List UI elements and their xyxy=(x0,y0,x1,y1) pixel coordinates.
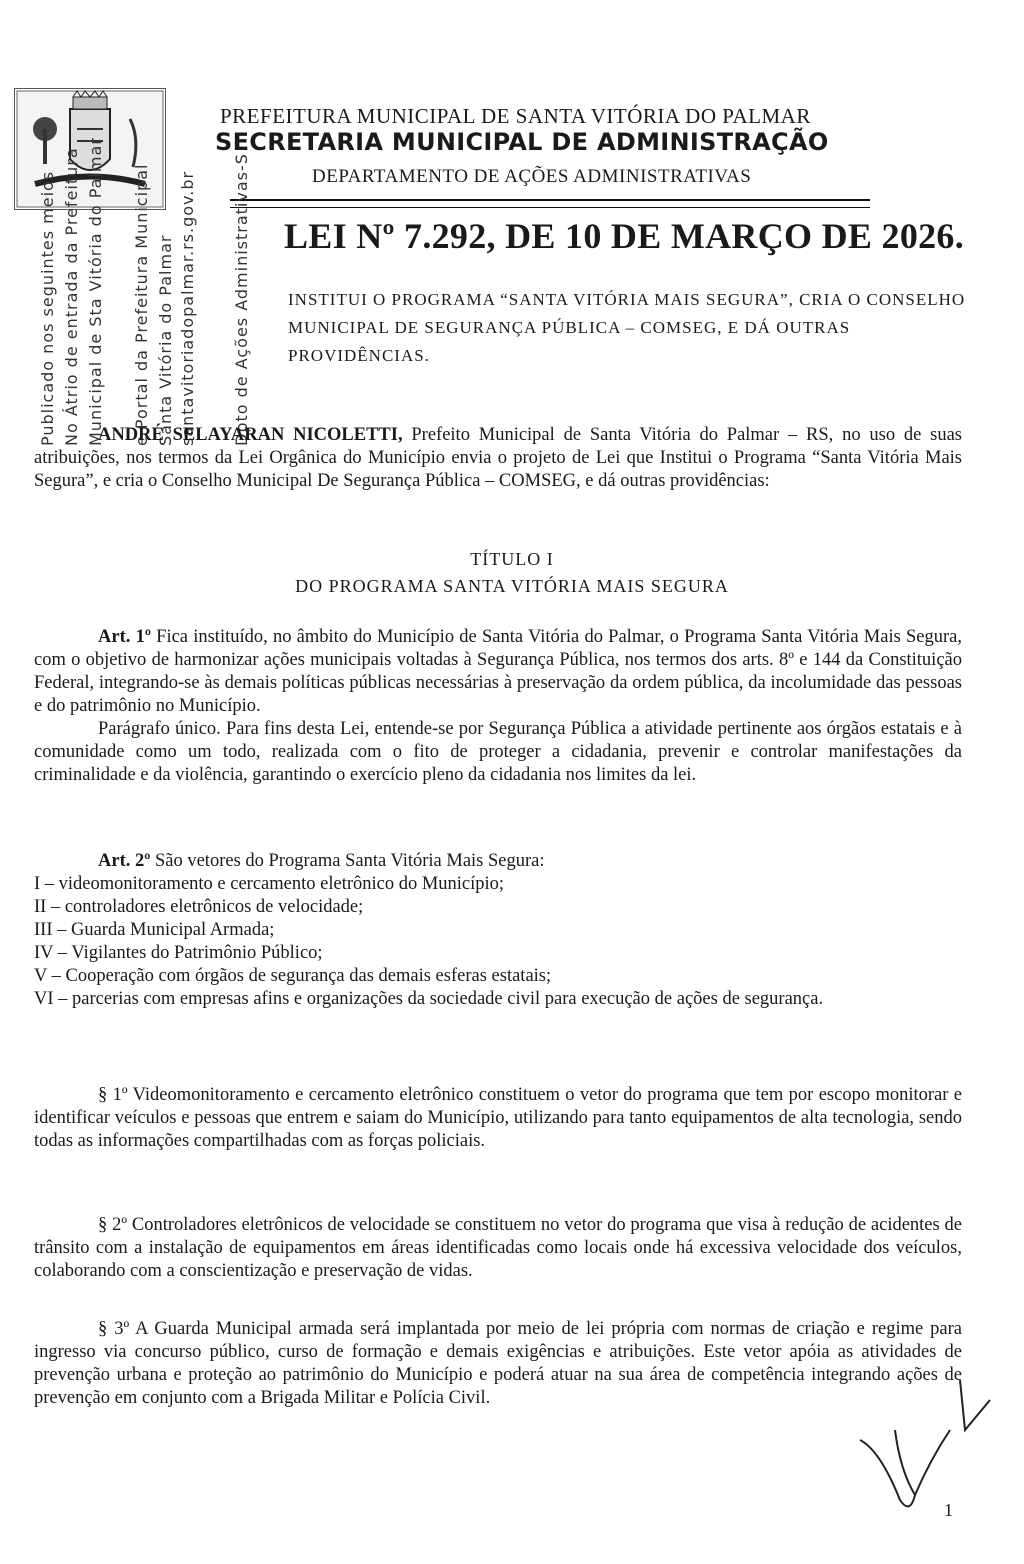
publication-stamp xyxy=(18,137,268,446)
stamp-line-4: e Portal da Prefeitura Municipal xyxy=(132,163,151,446)
art2-paragraph-2 xyxy=(34,1214,962,1283)
p2-label: § 2º xyxy=(98,1215,128,1235)
art2-item-4: IV – Vigilantes do Patrimônio Público; xyxy=(34,943,323,963)
art2-paragraph-3 xyxy=(34,1318,962,1410)
art2-item-1: I – videomonitoramento e cercamento eletrônico do Município; xyxy=(34,874,505,894)
art2-text: São vetores do Programa Santa Vitória Mais Segura: xyxy=(150,851,545,871)
p2-text: Controladores eletrônicos de velocidade se constituem no vetor do programa que visa à redução de acidentes de trânsito com a instalação de equipamentos em áreas identificadas como locais onde há excessiva velocidade dos veículos, colaborando com a conscientização e preservação de vidas. xyxy=(34,1215,962,1281)
page-number: 1 xyxy=(944,1500,953,1520)
art1-paragrafo-unico: Parágrafo único. Para fins desta Lei, entende-se por Segurança Pública a atividade pertinente aos órgãos estatais e à comunidade como um todo, realizada com o fito de proteger a cidadania, prevenir e controlar manifestações da criminalidade e da violência, garantindo o exercício pleno da cidadania nos limites da lei. xyxy=(34,719,962,785)
titulo-number: TÍTULO I xyxy=(470,549,554,569)
article-1 xyxy=(34,626,962,787)
stamp-line-5: Santa Vitória do Palmar xyxy=(156,234,175,446)
stamp-line-1: Publicado nos seguintes meios xyxy=(38,170,57,446)
preamble-text: Prefeito Municipal de Santa Vitória do Palmar – RS, no uso de suas atribuições, nos termos da Lei Orgânica do Município envia o projeto de Lei que Institui o Programa “Santa Vitória Mais Segura”, e cria o Conselho Municipal De Segurança Pública – COMSEG, e dá outras providências: xyxy=(34,425,962,491)
header-secretaria: SECRETARIA MUNICIPAL DE ADMINISTRAÇÃO xyxy=(215,128,829,156)
p3-label: § 3º xyxy=(98,1319,130,1339)
p3-text: A Guarda Municipal armada será implantada por meio de lei própria com normas de criação e regime para ingresso via concurso público, curso de formação e demais exigências e atribuições. Este vetor apóia as atividades de prevenção urbana e proteção ao patrimônio do Município e poderá atuar na sua área de competência integrando ações de prevenção em conjunto com a Brigada Militar e Polícia Civil. xyxy=(34,1319,962,1408)
art2-item-5: V – Cooperação com órgãos de segurança das demais esferas estatais; xyxy=(34,966,552,986)
article-2 xyxy=(34,850,962,1011)
titulo-name: DO PROGRAMA SANTA VITÓRIA MAIS SEGURA xyxy=(295,576,729,596)
stamp-line-6: santavitoriadopalmar.rs.gov.br xyxy=(178,170,197,446)
art2-label: Art. 2º xyxy=(98,851,151,871)
header-prefeitura: PREFEITURA MUNICIPAL DE SANTA VITÓRIA DO PALMAR xyxy=(220,104,811,128)
header-departamento: DEPARTAMENTO DE AÇÕES ADMINISTRATIVAS xyxy=(312,166,752,187)
art2-paragraph-1 xyxy=(34,1084,962,1153)
p1-label: § 1º xyxy=(98,1085,128,1105)
header-rule xyxy=(230,199,870,201)
art2-item-3: III – Guarda Municipal Armada; xyxy=(34,920,275,940)
law-ementa: INSTITUI O PROGRAMA “SANTA VITÓRIA MAIS SEGURA”, CRIA O CONSELHO MUNICIPAL DE SEGURANÇA PÚBLICA – COMSEG, E DÁ OUTRAS PROVIDÊNCIAS. xyxy=(288,290,966,365)
titulo-heading xyxy=(0,546,1024,600)
law-title: LEI Nº 7.292, DE 10 DE MARÇO DE 2026. xyxy=(284,216,965,256)
stamp-line-2: No Átrio de entrada da Prefeitura xyxy=(62,147,81,446)
art2-item-6: VI – parcerias com empresas afins e organizações da sociedade civil para execução de ações de segurança. xyxy=(34,989,824,1009)
header-rule-thin xyxy=(230,207,870,208)
art1-text: Fica instituído, no âmbito do Município de Santa Vitória do Palmar, o Programa Santa Vitória Mais Segura, com o objetivo de harmonizar ações municipais voltadas à Segurança Pública, nos termos dos arts. 8º e 144 da Constituição Federal, integrando-se às demais políticas públicas necessárias à preservação da ordem pública, da incolumidade das pessoas e do patrimônio no Município. xyxy=(34,627,962,716)
art2-item-2: II – controladores eletrônicos de velocidade; xyxy=(34,897,364,917)
p1-text: Videomonitoramento e cercamento eletrônico constituem o vetor do programa que tem por escopo monitorar e identificar veículos e pessoas que entrem e saiam do Município, utilizando para tanto equipamentos de alta tecnologia, sendo todas as informações compartilhadas com as forças policiais. xyxy=(34,1085,962,1151)
art1-label: Art. 1º xyxy=(98,627,151,647)
signature-initials-icon xyxy=(840,1370,1010,1520)
stamp-line-7: Dpto de Ações Administrativas-S xyxy=(232,153,251,446)
mayor-name: ANDRÉ SELAYARAN NICOLETTI, xyxy=(98,425,403,445)
preamble xyxy=(34,424,962,493)
stamp-line-3: Municipal de Sta Vitória do Palmar xyxy=(86,137,105,446)
